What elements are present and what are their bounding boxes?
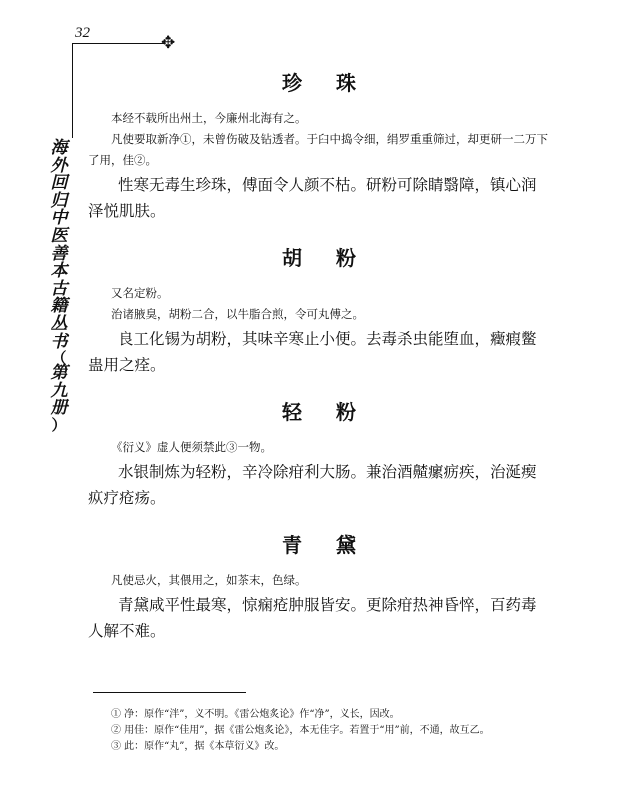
- prose-note: 《衍义》虚人便须禁此③一物。: [111, 440, 272, 454]
- series-title-char: 古: [50, 278, 68, 299]
- footnotes: [93, 707, 548, 755]
- series-title-char: （: [51, 349, 67, 368]
- series-title-char: 回: [50, 173, 68, 194]
- series-title-char: 归: [50, 190, 68, 211]
- series-title-char: 籍: [50, 296, 68, 317]
- series-title-char: 海: [50, 138, 68, 158]
- series-title-char: 外: [50, 155, 68, 176]
- series-title-char: ）: [51, 415, 67, 434]
- section-title: 胡粉: [282, 246, 390, 270]
- section-title: 青黛: [282, 533, 390, 557]
- verse-paragraph: 水银制炼为轻粉，辛冷除疳利大肠。兼治酒齄瘰疬疾，治涎瘈疭疗疮疡。: [88, 463, 537, 507]
- series-title-char: 九: [50, 380, 68, 401]
- prose-note: 凡使要取新净①，未曾伤破及钻透者。于臼中捣令细，绢罗重重筛过，却更研一二万下了用，佳②。: [88, 132, 548, 167]
- header-side-rule: [72, 43, 73, 138]
- series-title: [46, 140, 72, 432]
- section-pearl: [88, 68, 550, 224]
- verse-paragraph: 性寒无毒生珍珠，傅面令人颜不枯。研粉可除睛翳障，镇心润泽悦肌肤。: [88, 176, 537, 220]
- series-title-char: 本: [50, 261, 68, 282]
- prose-note: 治诸腋臭，胡粉二合，以牛脂合煎，令可丸傅之。: [111, 307, 364, 321]
- footnote-rule: [93, 692, 246, 693]
- prose-note: 又名定粉。: [111, 286, 169, 300]
- prose-note: 凡使忌火，其偎用之，如茶末，色绿。: [111, 573, 307, 587]
- footnote: ③ 此：原作“丸”，据《本草衍义》改。: [111, 741, 285, 752]
- section-title: 珍珠: [282, 71, 390, 95]
- ornament-icon: ✥: [161, 33, 176, 53]
- verse-paragraph: 青黛咸平性最寒，惊痫疮肿服皆安。更除疳热神昏悴，百药毒人解不难。: [88, 596, 537, 640]
- series-title-char: 丛: [50, 313, 68, 334]
- section-qingdai: [88, 530, 550, 644]
- series-title-char: 医: [50, 225, 68, 246]
- section-hufen: [88, 243, 550, 378]
- footnote: ① 净：原作“泮”，义不明。《雷公炮炙论》作“净”，义长，因改。: [111, 709, 400, 720]
- section-title: 轻粉: [282, 400, 390, 424]
- series-title-char: 中: [50, 208, 68, 229]
- series-title-char: 册: [50, 398, 68, 419]
- header-rule: [72, 43, 164, 44]
- main-content: [88, 68, 550, 644]
- page-number: 32: [75, 25, 90, 41]
- series-title-char: 第: [50, 363, 68, 384]
- series-title-char: 善: [50, 243, 68, 264]
- series-title-char: 书: [50, 331, 68, 352]
- prose-note: 本经不载所出州土，今廉州北海有之。: [111, 111, 307, 125]
- footnote: ② 用佳：原作“佳用”，据《雷公炮炙论》，本无佳字。若置于“用”前，不通，故互乙。: [111, 725, 490, 736]
- section-qingfen: [88, 397, 550, 511]
- verse-paragraph: 良工化锡为胡粉，其味辛寒止小便。去毒杀虫能堕血，癥瘕鳖蛊用之痊。: [88, 330, 537, 374]
